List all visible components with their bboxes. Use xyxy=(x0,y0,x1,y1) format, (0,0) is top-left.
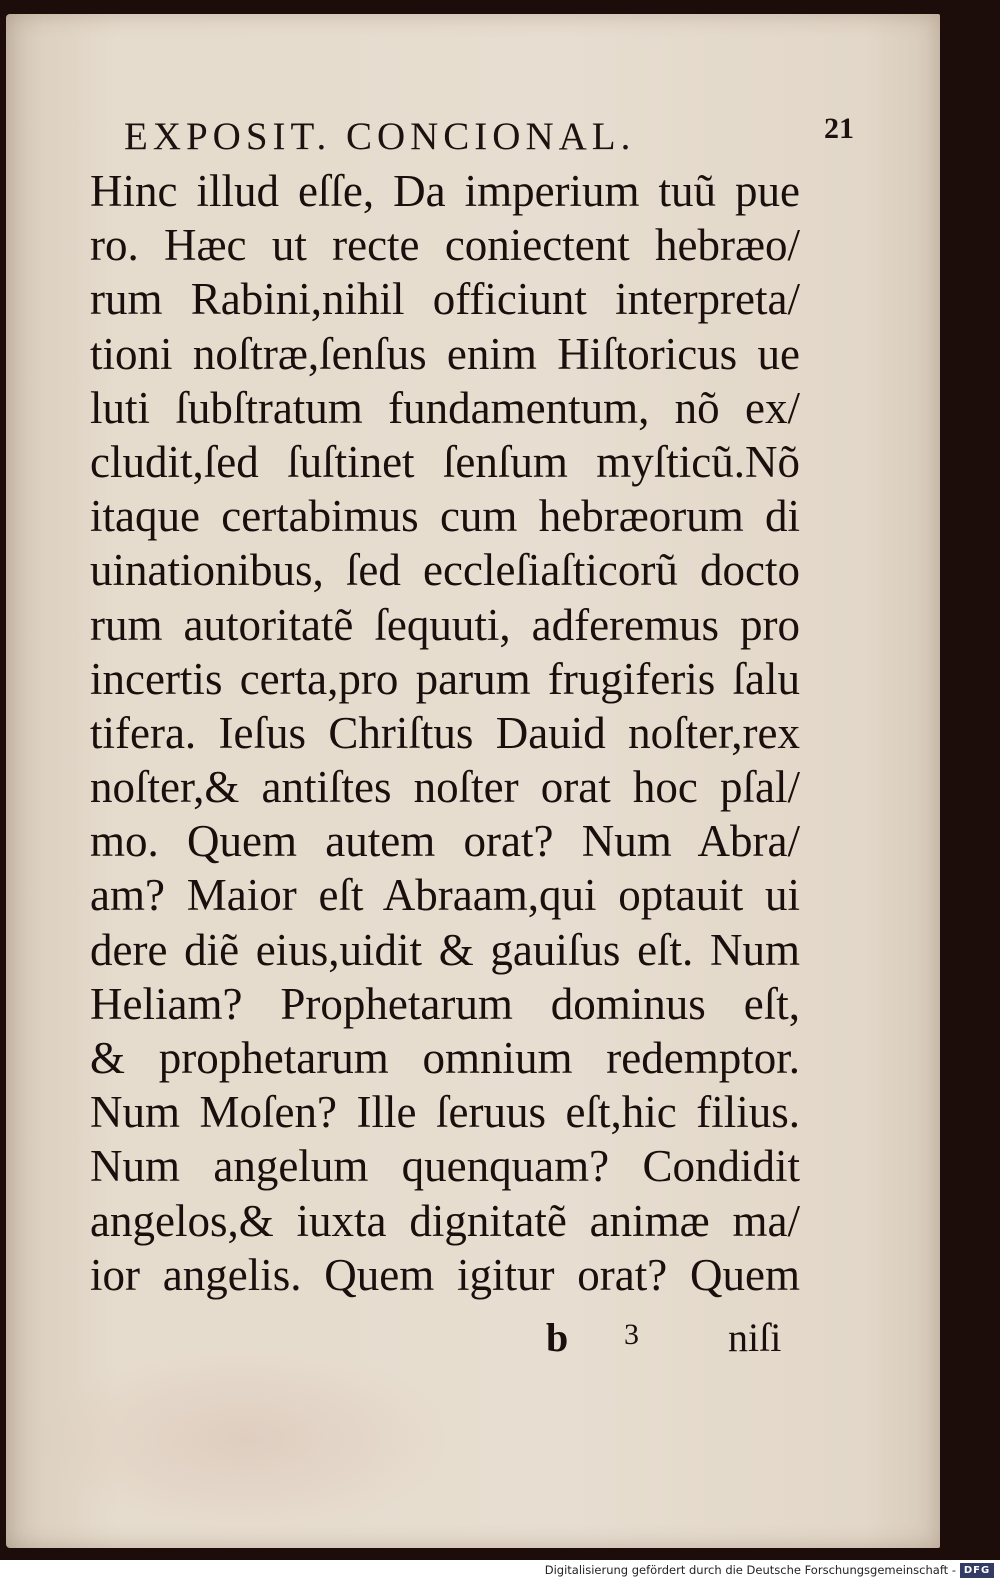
text-line: itaque certabimus cum hebræorum di xyxy=(90,491,800,542)
text-line: am? Maior eſt Abraam,qui optauit ui xyxy=(90,870,800,921)
signature-number: 3 xyxy=(624,1318,639,1351)
footer-credit: Digitalisierung gefördert durch die Deutsche Forschungsgemeinschaft - xyxy=(544,1563,956,1577)
signature-line xyxy=(6,1314,1000,1374)
text-line: uinationibus, ſed eccleſiaſticorũ docto xyxy=(90,545,800,596)
footer-bar xyxy=(0,1560,1000,1583)
text-line: ro. Hæc ut recte coniectent hebræo/ xyxy=(90,220,800,271)
text-line: rum autoritatẽ ſequuti, adferemus pro xyxy=(90,599,800,650)
catchword: niſi xyxy=(728,1315,782,1360)
text-line: noſter,& antiſtes noſter orat hoc pſal/ xyxy=(90,762,800,813)
text-line: & prophetarum omnium redemptor. xyxy=(90,1033,800,1083)
text-line: luti ſubſtratum fundamentum, nõ ex/ xyxy=(90,382,800,433)
dfg-logo: DFG xyxy=(960,1563,994,1578)
book-page xyxy=(6,14,940,1548)
text-line: Heliam? Prophetarum dominus eſt, xyxy=(90,978,800,1029)
text-line: angelos,& iuxta dignitatẽ animæ ma/ xyxy=(90,1195,800,1246)
text-line: dere diẽ eius,uidit & gauiſus eſt. Num xyxy=(90,924,800,975)
text-line: rum Rabini,nihil officiunt interpreta/ xyxy=(90,274,800,325)
text-block xyxy=(90,164,800,1302)
signature-mark: b xyxy=(546,1315,569,1360)
text-line: incertis certa,pro parum frugiferis ſalu xyxy=(90,653,800,704)
text-line: tifera. Ieſus Chriſtus Dauid noſter,rex xyxy=(90,707,800,758)
text-line: tioni noſtræ,ſenſus enim Hiſtoricus ue xyxy=(90,328,800,379)
text-line: cludit,ſed ſuſtinet ſenſum myſticũ.Nõ xyxy=(90,436,800,487)
running-head: EXPOSIT. CONCIONAL. xyxy=(124,115,636,158)
page-number: 21 xyxy=(824,112,854,145)
text-line: Num Moſen? Ille ſeruus eſt,hic filius. xyxy=(90,1087,800,1138)
text-line: Hinc illud eſſe, Da imperium tuũ pue xyxy=(90,166,800,216)
text-line: mo. Quem autem orat? Num Abra/ xyxy=(90,816,800,867)
text-line: Num angelum quenquam? Condidit xyxy=(90,1141,800,1192)
text-line: ior angelis. Quem igitur orat? Quem xyxy=(90,1249,800,1300)
